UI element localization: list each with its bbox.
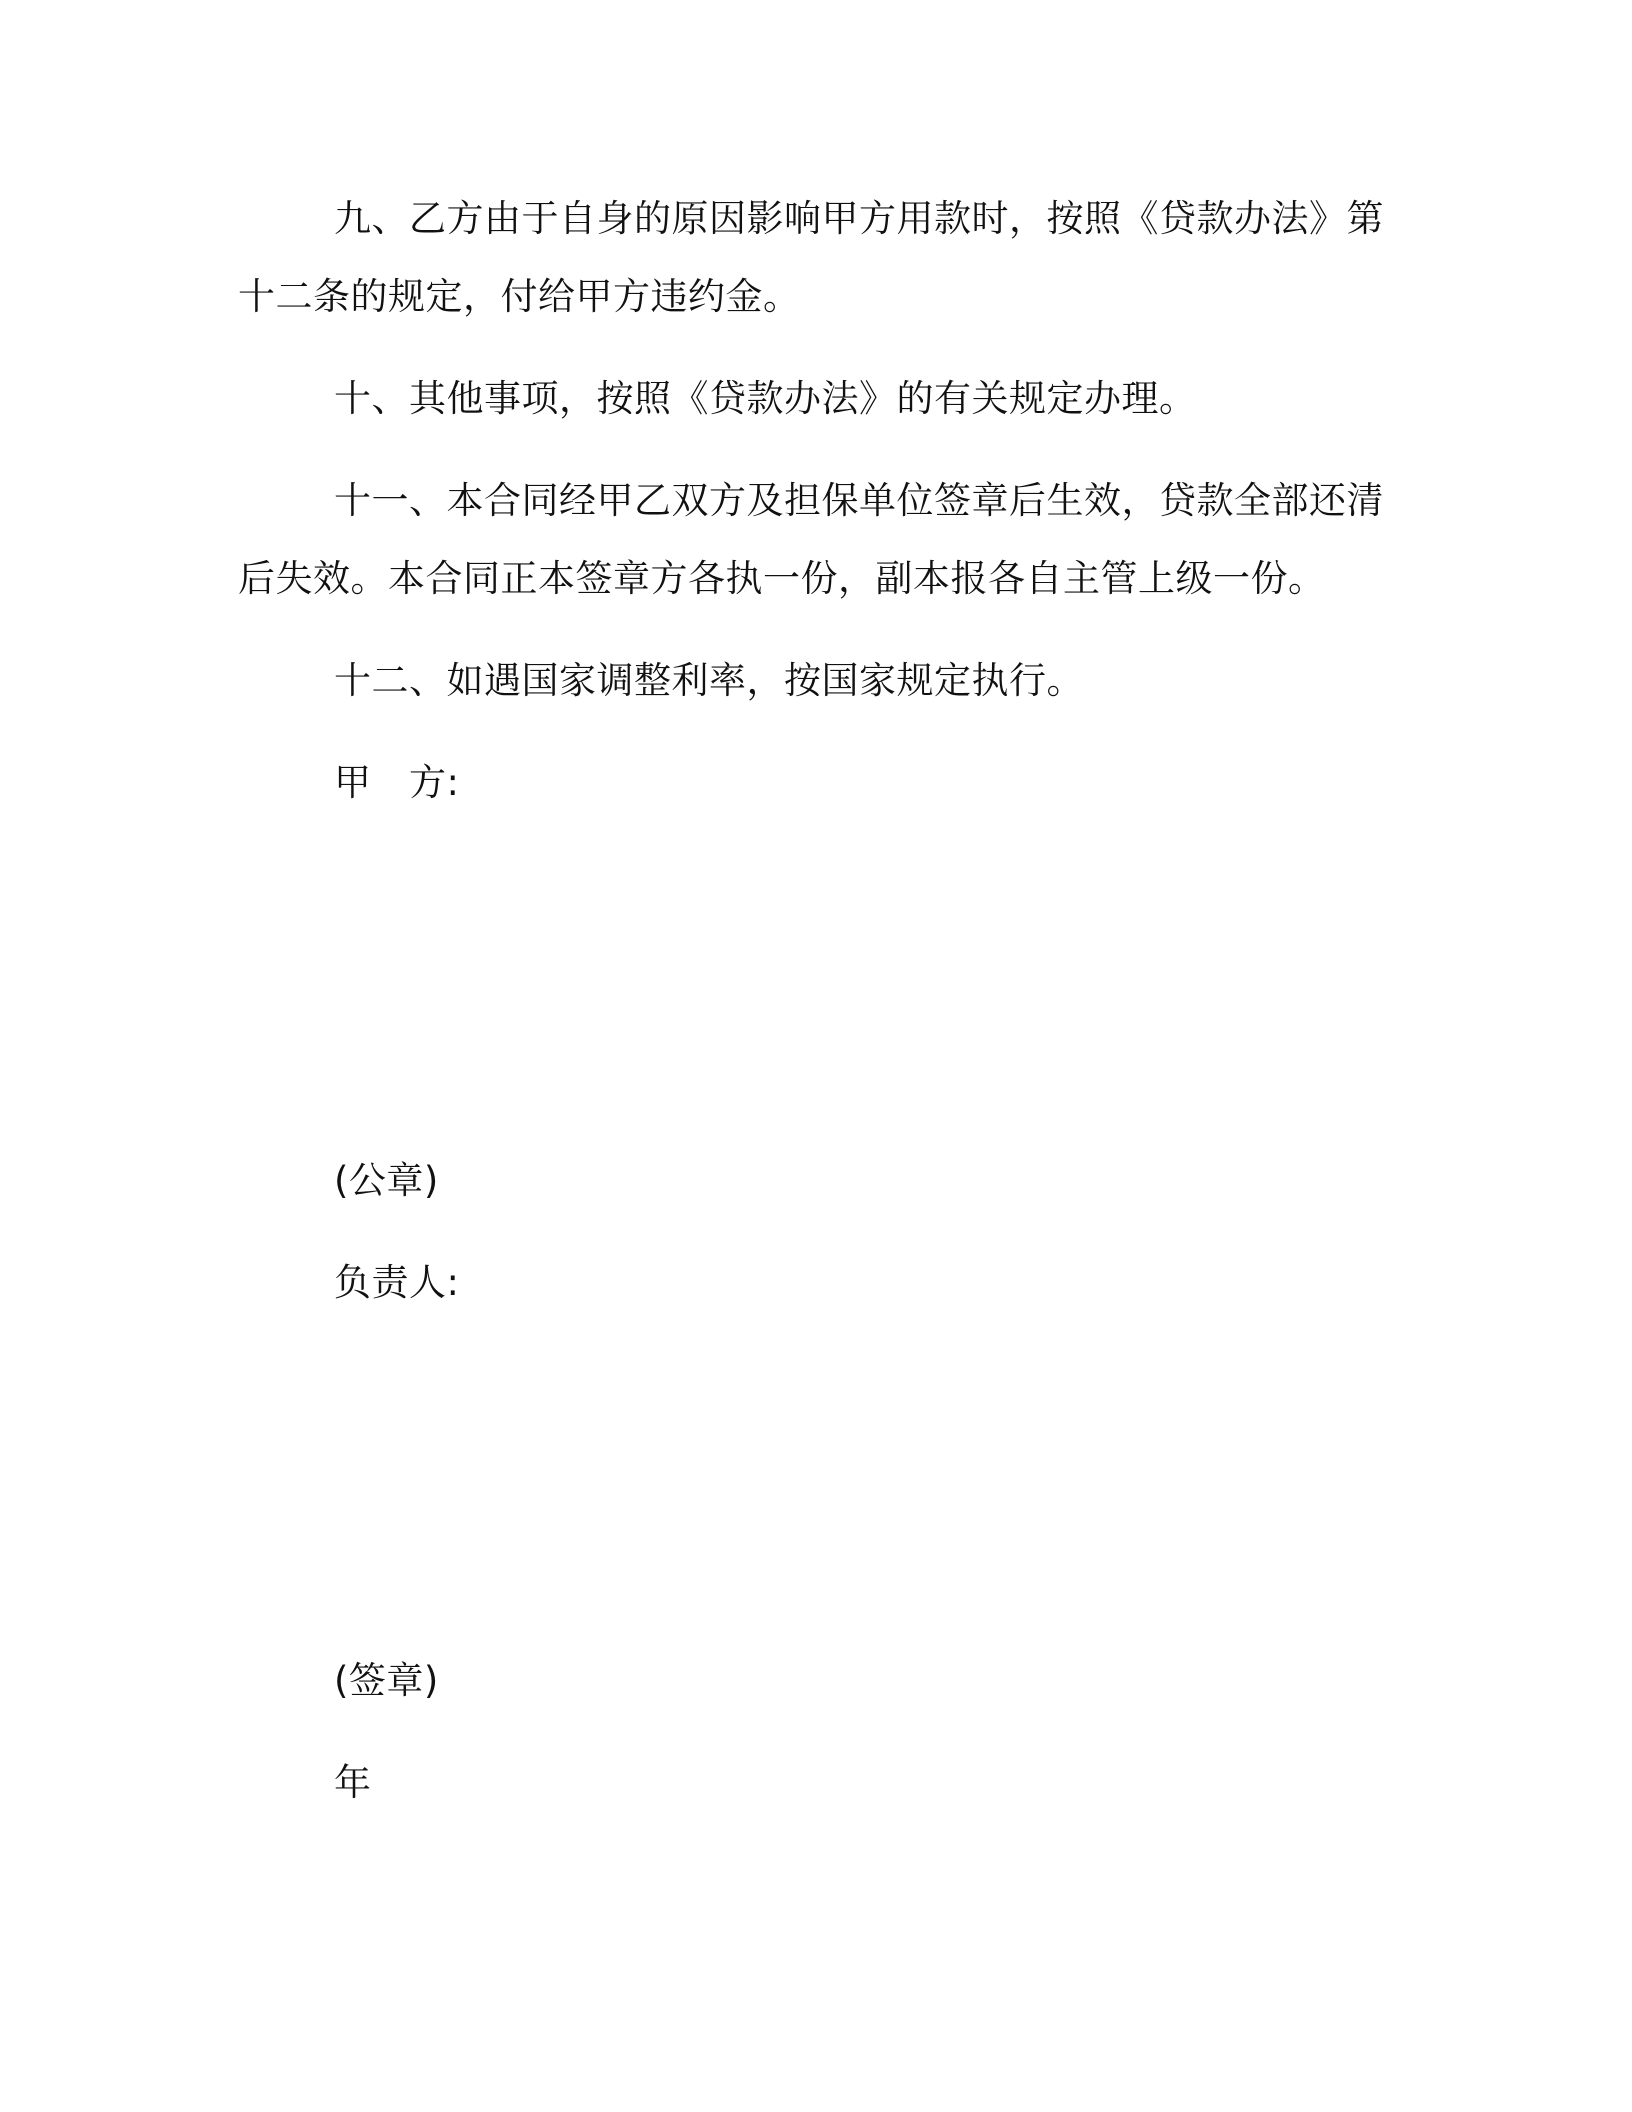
clause-11-line-2: 后失效。本合同正本签章方各执一份，副本报各自主管上级一份。 [238,557,1326,600]
clause-9-line-2: 十二条的规定，付给甲方违约金。 [238,275,801,318]
clause-9-line-1: 九、乙方由于自身的原因影响甲方用款时，按照《贷款办法》第 [334,197,1384,240]
responsible-person-label: 负责人: [334,1261,460,1304]
party-a-label: 甲 方: [334,761,460,804]
clause-11-line-1: 十一、本合同经甲乙双方及担保单位签章后生效，贷款全部还清 [334,479,1384,522]
seal-label: (公章) [334,1159,439,1202]
sign-label: (签章) [334,1659,439,1702]
year-label: 年 [334,1761,372,1804]
clause-10-line-1: 十、其他事项，按照《贷款办法》的有关规定办理。 [334,377,1197,420]
clause-12-line-1: 十二、如遇国家调整利率，按国家规定执行。 [334,659,1084,702]
